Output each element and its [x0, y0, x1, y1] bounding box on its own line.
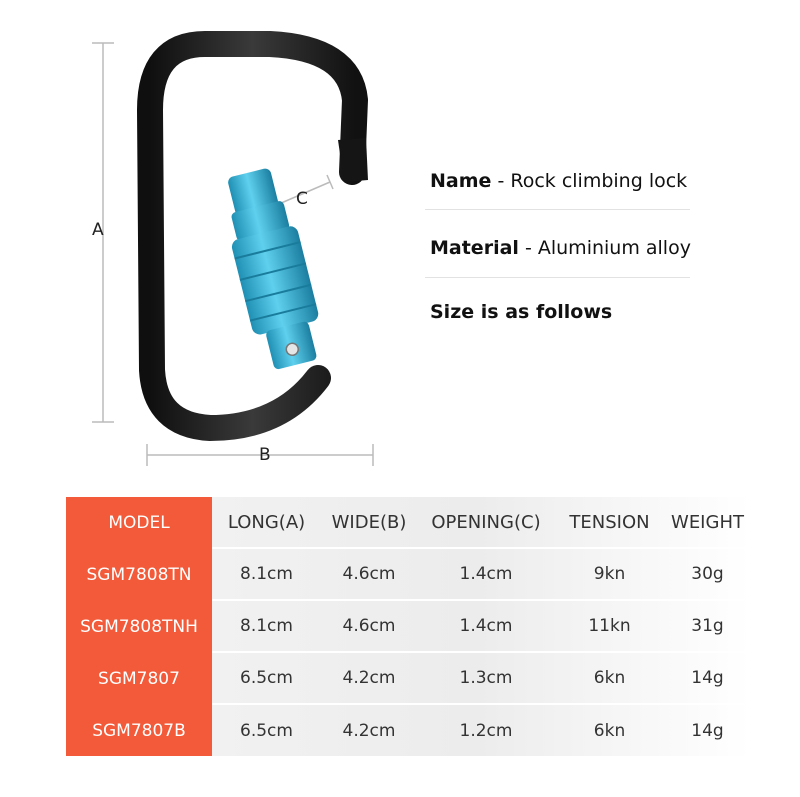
- table-row-model: SGM7807B: [66, 705, 212, 756]
- header-weight: WEIGHT: [664, 497, 751, 549]
- name-row: [430, 170, 687, 192]
- dimension-b-label: B: [259, 445, 271, 465]
- table-cell-opening: 1.3cm: [417, 653, 555, 705]
- material-value: - Aluminium alloy: [524, 237, 691, 259]
- material-row: [430, 237, 691, 259]
- table-cell-weight: 30g: [664, 549, 751, 601]
- table-cell-weight: 14g: [691, 720, 724, 741]
- table-cell-weight: 31g: [664, 601, 751, 653]
- size-note-text: Size is as follows: [430, 301, 613, 323]
- table-cell-weight: 14g: [664, 653, 751, 705]
- table-cell-wide: 4.6cm: [321, 601, 417, 653]
- info-divider: [425, 277, 690, 278]
- table-cell-wide: 4.2cm: [321, 653, 417, 705]
- info-divider: [425, 209, 690, 210]
- name-value: - Rock climbing lock: [497, 170, 688, 192]
- table-row-model: SGM7808TN: [66, 549, 212, 601]
- table-cell-opening: 1.4cm: [417, 601, 555, 653]
- table-cell-tension: 9kn: [555, 549, 664, 601]
- carabiner-icon: [0, 0, 420, 480]
- table-cell-long: 8.1cm: [212, 549, 321, 601]
- product-figure: [0, 0, 420, 480]
- name-key: Name: [430, 170, 492, 192]
- table-cell-long: 8.1cm: [212, 601, 321, 653]
- table-row-model: SGM7807: [66, 653, 212, 705]
- table-cell-long: 6.5cm: [240, 720, 293, 741]
- table-cell-long: 6.5cm: [212, 653, 321, 705]
- dimension-c-label: C: [296, 189, 308, 209]
- table-cell-opening: 1.4cm: [417, 549, 555, 601]
- dimension-a-label: A: [92, 220, 104, 240]
- size-note: [430, 301, 612, 323]
- material-key: Material: [430, 237, 519, 259]
- header-model: MODEL: [66, 497, 212, 549]
- table-cell-wide: 4.6cm: [321, 549, 417, 601]
- header-tension: TENSION: [555, 497, 664, 549]
- table-cell-tension: 11kn: [555, 601, 664, 653]
- locking-gate: [215, 164, 329, 373]
- header-opening: OPENING(C): [417, 497, 555, 549]
- table-cell-wide: 4.2cm: [342, 720, 396, 741]
- table-row-model: SGM7808TNH: [66, 601, 212, 653]
- table-cell-tension: 6kn: [593, 720, 626, 741]
- table-cell-opening: 1.2cm: [459, 720, 513, 741]
- table-cell-tension: 6kn: [555, 653, 664, 705]
- spec-table: [66, 497, 751, 756]
- header-long: LONG(A): [212, 497, 321, 549]
- header-wide: WIDE(B): [321, 497, 417, 549]
